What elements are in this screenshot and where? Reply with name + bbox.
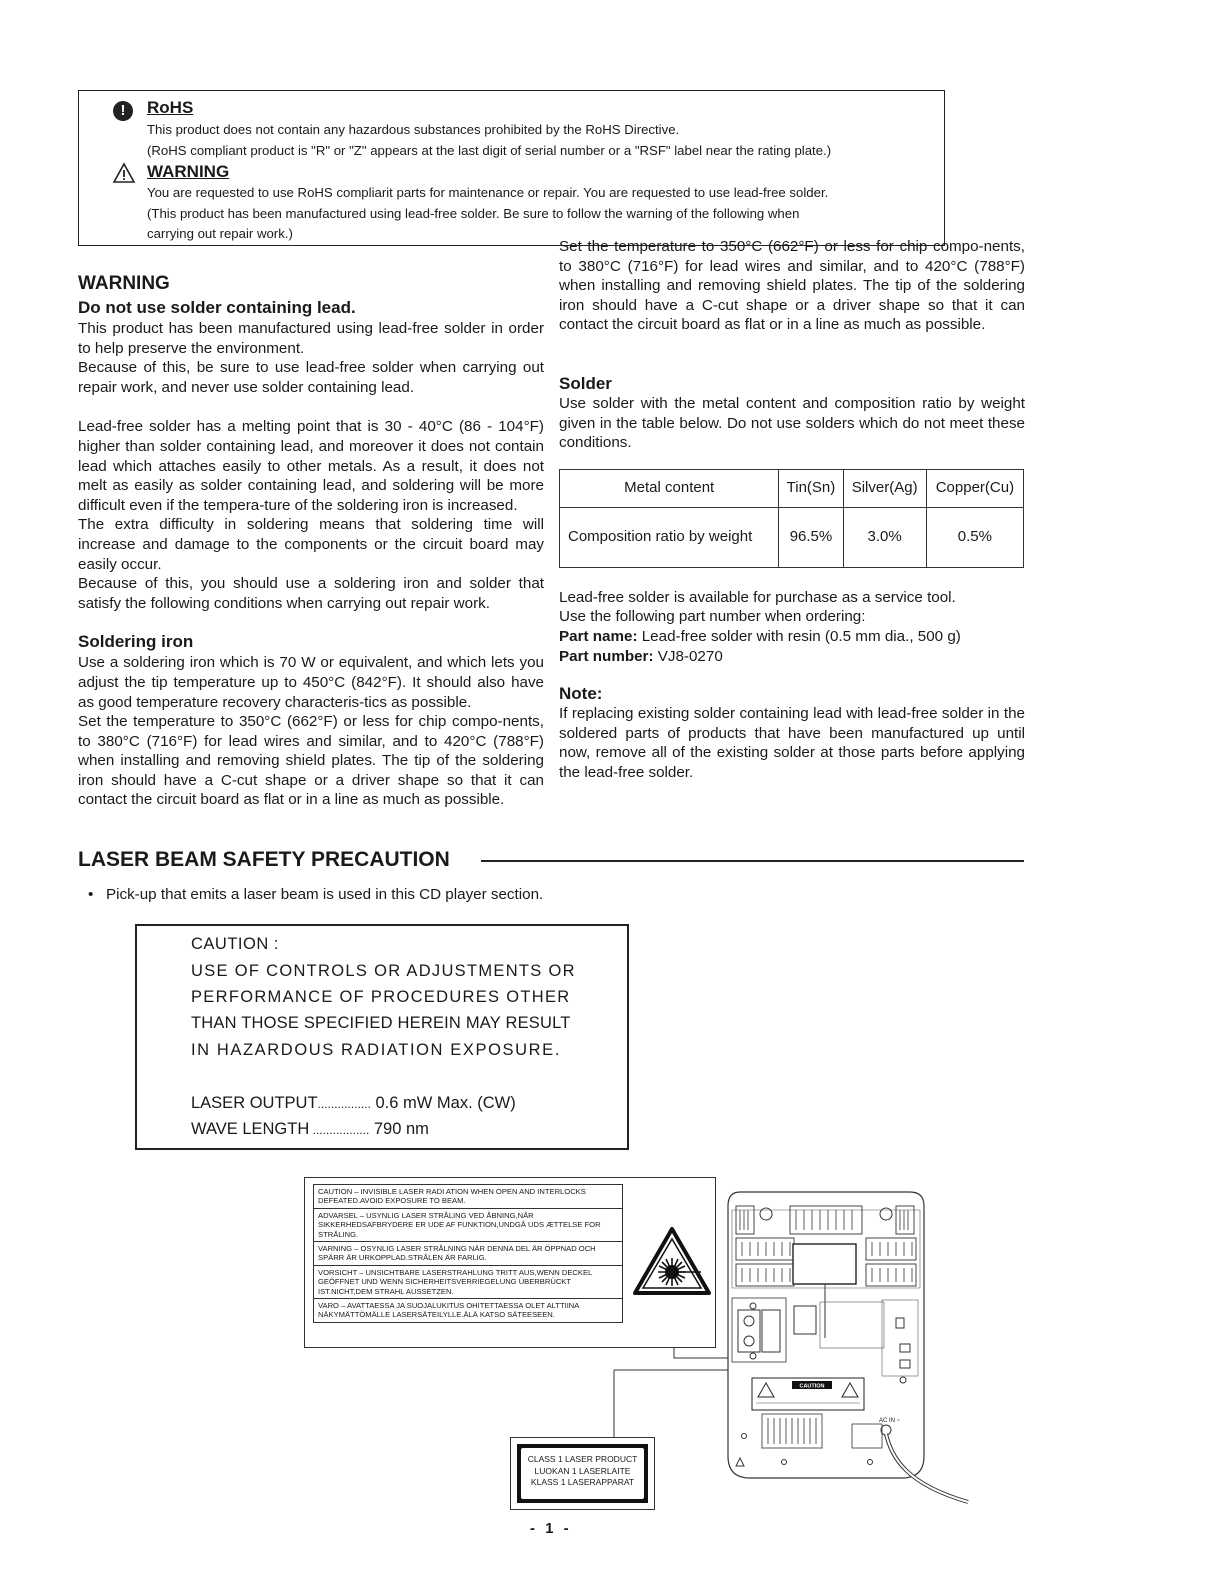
- label-text-table: [313, 1184, 623, 1323]
- label-row: VORSICHT – UNSICHTBARE LASERSTRAHLUNG TRITT AUS,WENN DECKEL GEÖFFNET UND WENN SICHERHEITSVERRIEGELUNG ÜBERBRÜCKT IST.NICHT,DEM STRAHL AUSSETZEN.: [314, 1266, 622, 1299]
- soldering-iron-continued: [559, 238, 1025, 374]
- warning-triangle-icon: [113, 163, 135, 183]
- caution-line: IN HAZARDOUS RADIATION EXPOSURE.: [191, 1041, 561, 1059]
- warning-heading: WARNING: [78, 273, 170, 294]
- laser-output-label: LASER OUTPUT: [191, 1094, 318, 1112]
- part-number-label: Part number:: [559, 647, 654, 665]
- soldering-iron-heading: Soldering iron: [78, 632, 194, 652]
- laser-bullet-text: Pick-up that emits a laser beam is used in this CD player section.: [105, 886, 544, 903]
- caution-heading: CAUTION :: [191, 935, 279, 953]
- caution-plate-text: CAUTION: [799, 1383, 825, 1390]
- warning-paragraph-4: The extra difficulty in soldering means that soldering time will increase and damage to the components or the circuit board may easily occur.: [78, 516, 544, 573]
- purchase-line-2: Use the following part number when ordering:: [559, 608, 866, 626]
- table-header: Copper(Cu): [926, 469, 1023, 507]
- warning-subheading: Do not use solder containing lead.: [78, 298, 356, 317]
- wave-length-line: [191, 1120, 429, 1139]
- soldering-iron-paragraph-2: Set the temperature to 350°C (662°F) or less for chip compo-nents, to 380°C (716°F) for lead wires and similar, and to 420°C (788°F) when installing and removing shield plates. The tip of the soldering iron should have a C-cut shape or a driver shape so that it can contact the circuit board as flat or in a line as much as possible.: [78, 713, 544, 809]
- laser-bullet-item: [88, 886, 543, 903]
- wave-length-value: 790 nm: [373, 1120, 429, 1138]
- part-name-line: [559, 627, 1025, 647]
- solder-heading: Solder: [559, 374, 612, 393]
- page-number: - 1 -: [530, 1520, 572, 1537]
- table-row-label: Composition ratio by weight: [560, 507, 779, 567]
- warning-paragraph-1: This product has been manufactured using lead-free solder in order to help preserve the environment.: [78, 320, 544, 357]
- ac-in-text: AC IN ~: [879, 1418, 901, 1424]
- dot-leader: ................: [317, 1097, 371, 1111]
- table-cell: 3.0%: [843, 507, 926, 567]
- rohs-title: RoHS: [147, 98, 194, 117]
- device-rear-panel-illustration: [670, 1188, 972, 1510]
- note-heading: Note:: [559, 684, 603, 704]
- warning-right-column: [559, 238, 1025, 783]
- rohs-warning-line-2: (This product has been manufactured using lead-free solder. Be sure to follow the warning of the following when: [147, 206, 800, 221]
- dot-leader: .................: [309, 1123, 370, 1137]
- laser-title-rule: [481, 860, 1024, 862]
- laser-output-value: 0.6 mW Max. (CW): [375, 1094, 516, 1112]
- composition-table: [559, 469, 1024, 568]
- exclamation-icon: !: [113, 101, 133, 121]
- part-name-label: Part name:: [559, 627, 638, 645]
- wave-length-label: WAVE LENGTH: [191, 1120, 310, 1138]
- part-name-value: Lead-free solder with resin (0.5 mm dia., 500 g): [641, 627, 961, 645]
- class-label-line: KLASS 1 LASERAPPARAT: [530, 1477, 635, 1487]
- label-row: VARNING – OSYNLIG LASER STRÅLNING NÄR DENNA DEL ÄR ÖPPNAD OCH SPÄRR ÄR URKOPPLAD.STRÅLEN ÄR FARLIG.: [314, 1242, 622, 1266]
- bullet-icon: •: [88, 886, 106, 903]
- caution-line: THAN THOSE SPECIFIED HEREIN MAY RESULT: [191, 1014, 571, 1032]
- soldering-iron-paragraph-2-continued: Set the temperature to 350°C (662°F) or less for chip compo-nents, to 380°C (716°F) for lead wires and similar, and to 420°C (788°F) when installing and removing shield plates. The tip of the soldering iron should have a C-cut shape or a driver shape so that it can contact the circuit board as flat or in a line as much as possible.: [559, 238, 1025, 334]
- part-number-value: VJ8-0270: [657, 647, 723, 665]
- table-header: Silver(Ag): [843, 469, 926, 507]
- warning-paragraph-2: Because of this, be sure to use lead-free solder when carrying out repair work, and never use solder containing lead.: [78, 359, 544, 396]
- table-header: Metal content: [560, 469, 779, 507]
- laser-section-title: LASER BEAM SAFETY PRECAUTION: [78, 848, 450, 871]
- rohs-warning-line-3: carrying out repair work.): [147, 226, 293, 241]
- table-cell: 0.5%: [926, 507, 1023, 567]
- solder-paragraph: Use solder with the metal content and composition ratio by weight given in the table below. Do not use solders which do not meet these conditions.: [559, 395, 1025, 452]
- table-header: Tin(Sn): [779, 469, 843, 507]
- class-1-laser-label: [510, 1437, 655, 1510]
- class-label-line: CLASS 1 LASER PRODUCT: [527, 1454, 638, 1464]
- class-label-line: LUOKAN 1 LASERLAITE: [534, 1465, 631, 1476]
- table-cell: 96.5%: [779, 507, 843, 567]
- warning-left-column: [78, 271, 544, 809]
- laser-output-line: [191, 1094, 516, 1113]
- warning-paragraph-5: Because of this, you should use a soldering iron and solder that satisfy the following conditions when carrying out repair work.: [78, 575, 544, 612]
- purchase-line-1: Lead-free solder is available for purchase as a service tool.: [559, 588, 956, 606]
- caution-line: USE OF CONTROLS OR ADJUSTMENTS OR: [191, 962, 576, 980]
- warning-paragraph-3: Lead-free solder has a melting point that is 30 - 40°C (86 - 104°F) higher than solder containing lead, and moreover it does not contain lead which attaches easily to other metals. As a result, it does not melt as easily as solder containing lead, and soldering will be more difficult even if the tempera-ture of the soldering iron is increased.: [78, 418, 544, 514]
- rohs-warning-title: WARNING: [147, 162, 230, 181]
- rohs-notice-box: [78, 90, 945, 246]
- note-paragraph: If replacing existing solder containing lead with lead-free solder in the soldered parts of products that have been manufactured up until now, remove all of the existing solder at those parts before applying the lead-free solder.: [559, 705, 1025, 781]
- part-number-line: [559, 647, 1025, 667]
- label-row: CAUTION – INVISIBLE LASER RADI ATION WHEN OPEN AND INTERLOCKS DEFEATED.AVOID EXPOSURE TO BEAM.: [314, 1185, 622, 1209]
- caution-line: PERFORMANCE OF PROCEDURES OTHER: [191, 988, 571, 1006]
- soldering-iron-paragraph-1: Use a soldering iron which is 70 W or equivalent, and which lets you adjust the tip temperature up to 450°C (842°F). It should also have as good temperature recovery characteris-tics as possible.: [78, 654, 544, 711]
- laser-caution-box: [135, 924, 629, 1150]
- label-row: ADVARSEL – USYNLIG LASER STRÅLING VED ÅBNING,NÅR SIKKERHEDSAFBRYDERE ER UDE AF FUNKTION,UNDGÅ UDS ÆTTELSE FOR STRÅLING.: [314, 1209, 622, 1242]
- rohs-line-1: This product does not contain any hazardous substances prohibited by the RoHS Directive.: [147, 122, 680, 137]
- rohs-warning-line-1: You are requested to use RoHS compliarit parts for maintenance or repair. You are requested to use lead-free solder.: [147, 185, 829, 200]
- rohs-line-2: (RoHS compliant product is "R" or "Z" appears at the last digit of serial number or a "RSF" label near the rating plate.): [147, 143, 832, 158]
- laser-warning-label-panel: [304, 1177, 716, 1348]
- label-row: VARO – AVATTAESSA JA SUOJALUKITUS OHITETTAESSA OLET ALTTIINA NÄKYMÄTTÖMÄLLE LASERSÄTEILYLLE.ÄLÄ KATSO SÄTEESEEN.: [318, 1301, 579, 1320]
